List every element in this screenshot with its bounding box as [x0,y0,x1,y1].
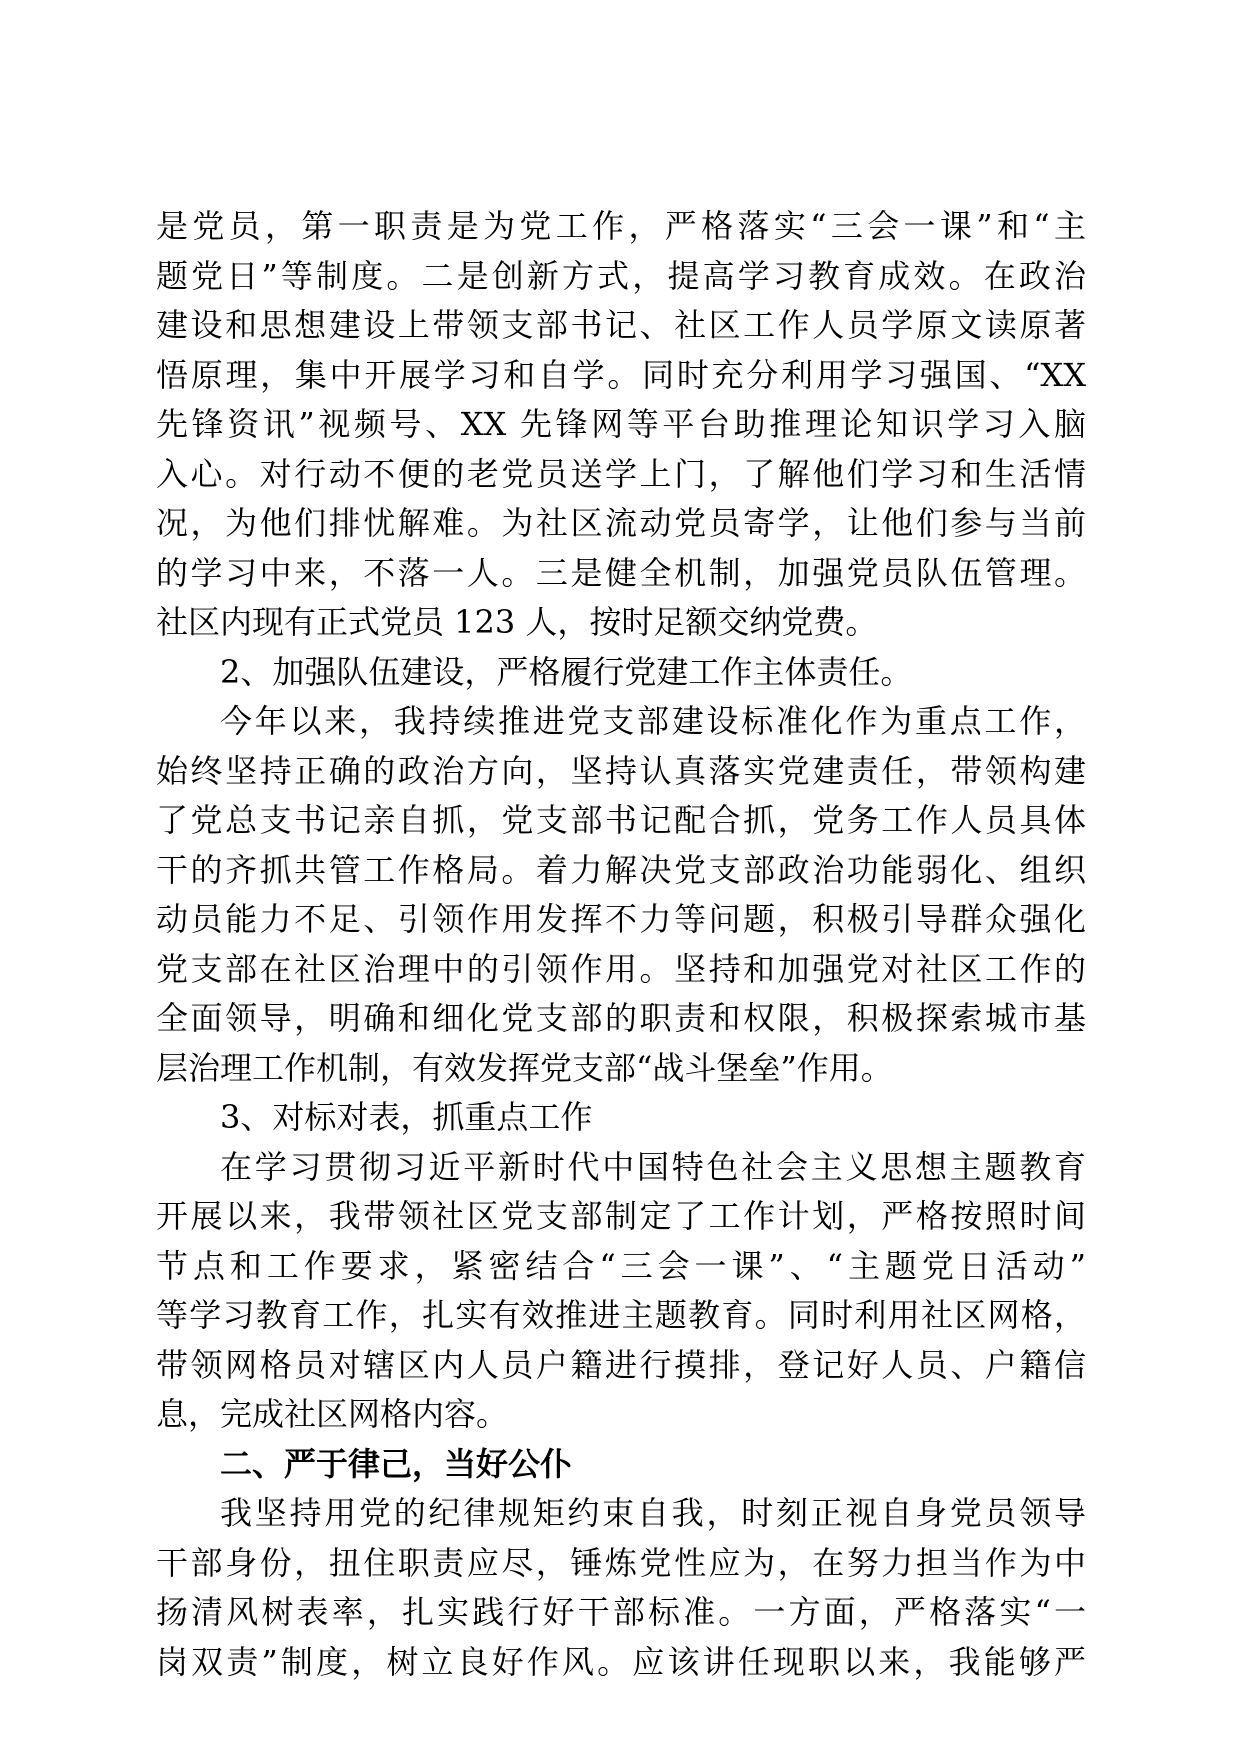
document-body [156,202,1086,1687]
part-two-self-discipline [156,1440,1086,1688]
text-line: 节点和工作要求，紧密结合“三会一课”、“主题党日活动” [156,1246,1086,1285]
section-title: 3、对标对表，抓重点工作 [220,1098,593,1136]
text-line: 入心。对行动不便的老党员送学上门，了解他们学习和生活情 [156,454,1086,493]
text-line: 动员能力不足、引领作用发挥不力等问题，积极引导群众强化 [156,900,1086,938]
part-heading: 二、严于律己，当好公仆 [220,1444,573,1483]
text-line: 今年以来，我持续推进党支部建设标准化作为重点工作， [220,702,1086,740]
paragraph-party-study [156,202,1086,648]
text-line: 始终坚持正确的政治方向，坚持认真落实党建责任，带领构建 [156,751,1086,790]
text-line: 等学习教育工作，扎实有效推进主题教育。同时利用社区网格， [156,1296,1086,1334]
section-team-building [156,648,1086,1094]
text-line: 干的齐抓共管工作格局。着力解决党支部政治功能弱化、组织 [156,850,1086,889]
text-line: 的学习中来，不落一人。三是健全机制，加强党员队伍管理。 [156,553,1086,592]
text-line: 先锋资讯”视频号、XX 先锋网等平台助推理论知识学习入脑 [156,405,1086,443]
section-title: 2、加强队伍建设，严格履行党建工作主体责任。 [220,652,913,691]
text-line: 带领网格员对辖区内人员户籍进行摸排，登记好人员、户籍信 [156,1345,1086,1384]
text-line: 开展以来，我带领社区党支部制定了工作计划，严格按照时间 [156,1197,1086,1235]
text-line: 况，为他们排忧解难。为社区流动党员寄学，让他们参与当前 [156,504,1086,542]
text-line: 岗双责”制度，树立良好作风。应该讲任现职以来，我能够严 [156,1642,1086,1681]
text-line: 扬清风树表率，扎实践行好干部标准。一方面，严格落实“一 [156,1593,1086,1631]
text-line: 社区内现有正式党员 123 人，按时足额交纳党费。 [156,603,878,641]
text-line: 是党员，第一职责是为党工作，严格落实“三会一课”和“主 [156,207,1086,245]
text-line: 党支部在社区治理中的引领作用。坚持和加强党对社区工作的 [156,949,1086,988]
section-key-work [156,1093,1086,1440]
text-line: 悟原理，集中开展学习和自学。同时充分利用学习强国、“XX [156,355,1086,394]
text-line: 我坚持用党的纪律规矩约束自我，时刻正视自身党员领导 [220,1494,1086,1532]
text-line: 建设和思想建设上带领支部书记、社区工作人员学原文读原著 [156,306,1086,344]
text-line: 全面领导，明确和细化党支部的职责和权限，积极探索城市基 [156,999,1086,1037]
text-line: 层治理工作机制，有效发挥党支部“战斗堡垒”作用。 [156,1048,893,1087]
text-line: 题党日”等制度。二是创新方式，提高学习教育成效。在政治 [156,256,1086,295]
text-line: 在学习贯彻习近平新时代中国特色社会主义思想主题教育 [220,1147,1086,1186]
text-line: 了党总支书记亲自抓，党支部书记配合抓，党务工作人员具体 [156,801,1086,839]
text-line: 息，完成社区网格内容。 [156,1395,509,1433]
text-line: 干部身份，扭住职责应尽，锤炼党性应为，在努力担当作为中 [156,1543,1086,1582]
